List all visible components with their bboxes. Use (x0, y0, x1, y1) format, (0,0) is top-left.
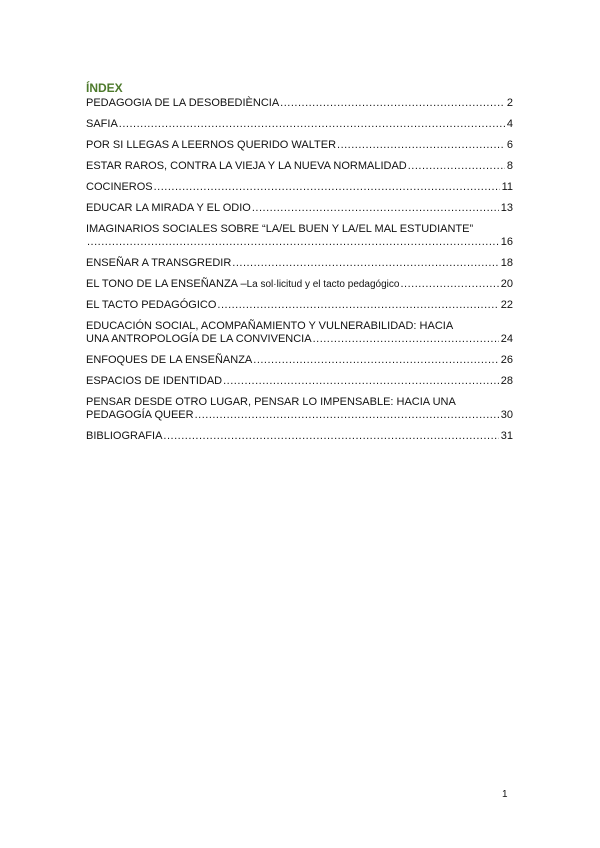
toc-entry-title-line1: EDUCACIÓN SOCIAL, ACOMPAÑAMIENTO Y VULNERABILIDAD: HACIA (86, 320, 454, 332)
toc-entry-title: ENSEÑAR A TRANSGREDIR (86, 257, 232, 269)
toc-entry-subtitle: La sol·licitud y el tacto pedagógico (246, 279, 400, 290)
toc-entry-title: EDUCAR LA MIRADA Y EL ODIO (86, 202, 251, 214)
toc-entry-page: 13 (500, 202, 513, 214)
toc-entry-title: SAFIA (86, 118, 118, 130)
toc-entry[interactable] (86, 97, 513, 110)
toc-entry-page: 31 (500, 430, 513, 442)
toc-entry-title: EL TONO DE LA ENSEÑANZA – (86, 278, 247, 290)
toc-leader-dots (253, 354, 498, 367)
toc-entry-title: BIBLIOGRAFIA (86, 430, 163, 442)
toc-entry-page: 20 (500, 278, 513, 290)
page-number: 1 (502, 789, 508, 800)
toc-entry-title: ESPACIOS DE IDENTIDAD (86, 375, 223, 387)
toc-leader-dots (217, 299, 498, 312)
toc-entry[interactable] (86, 396, 513, 422)
toc-entry-page: 24 (500, 333, 513, 345)
toc-entry-page: 8 (506, 160, 513, 172)
toc-entry[interactable] (86, 202, 513, 215)
toc-entry[interactable] (86, 139, 513, 152)
table-of-contents (86, 81, 513, 451)
toc-entry-title: PEDAGOGIA DE LA DESOBEDIÈNCIA (86, 97, 280, 109)
toc-entry-page: 4 (506, 118, 513, 130)
toc-entry[interactable] (86, 354, 513, 367)
toc-entry[interactable] (86, 118, 513, 131)
toc-leader-dots (313, 333, 499, 346)
toc-entry-page: 30 (500, 409, 513, 421)
toc-entry-page: 6 (506, 139, 513, 151)
toc-leader-dots (163, 430, 498, 443)
toc-title: ÍNDEX (86, 81, 123, 95)
toc-entry[interactable] (86, 160, 513, 173)
toc-entry-page: 11 (501, 181, 513, 193)
toc-entry[interactable] (86, 223, 513, 249)
toc-entry-page: 22 (500, 299, 513, 311)
toc-entry-page: 26 (500, 354, 513, 366)
toc-entry-page: 18 (500, 257, 513, 269)
toc-entry-title: ESTAR RAROS, CONTRA LA VIEJA Y LA NUEVA NORMALIDAD (86, 160, 407, 172)
toc-leader-dots (119, 118, 505, 131)
toc-entry[interactable] (86, 299, 513, 312)
toc-leader-dots (400, 278, 498, 291)
toc-leader-dots (252, 202, 499, 215)
toc-entry-title: PEDAGOGÍA QUEER (86, 409, 194, 421)
toc-leader-dots (195, 409, 499, 422)
toc-entry[interactable] (86, 181, 513, 194)
toc-entry[interactable] (86, 375, 513, 388)
toc-entry-title: POR SI LLEGAS A LEERNOS QUERIDO WALTER (86, 139, 337, 151)
toc-entry-page: 2 (506, 97, 513, 109)
toc-entry-title: COCINEROS (86, 181, 153, 193)
toc-entry[interactable] (86, 430, 513, 443)
toc-entry-page: 28 (500, 375, 513, 387)
toc-entry[interactable] (86, 257, 513, 270)
toc-entry-title-line1: PENSAR DESDE OTRO LUGAR, PENSAR LO IMPENSABLE: HACIA UNA (86, 396, 456, 408)
toc-entry-title-line1: IMAGINARIOS SOCIALES SOBRE “LA/EL BUEN Y LA/EL MAL ESTUDIANTE” (86, 223, 474, 235)
toc-entry[interactable] (86, 320, 513, 346)
toc-leader-dots (232, 257, 498, 270)
toc-leader-dots (223, 375, 499, 388)
toc-entry[interactable] (86, 278, 513, 291)
toc-leader-dots (408, 160, 505, 173)
toc-leader-dots (154, 181, 500, 194)
toc-entry-page: 16 (500, 236, 513, 248)
toc-entry-title: UNA ANTROPOLOGÍA DE LA CONVIVENCIA (86, 333, 312, 345)
toc-leader-dots (87, 236, 499, 249)
toc-entry-title: EL TACTO PEDAGÓGICO (86, 299, 217, 311)
toc-entry-title: ENFOQUES DE LA ENSEÑANZA (86, 354, 253, 366)
toc-leader-dots (337, 139, 505, 152)
toc-leader-dots (280, 97, 505, 110)
